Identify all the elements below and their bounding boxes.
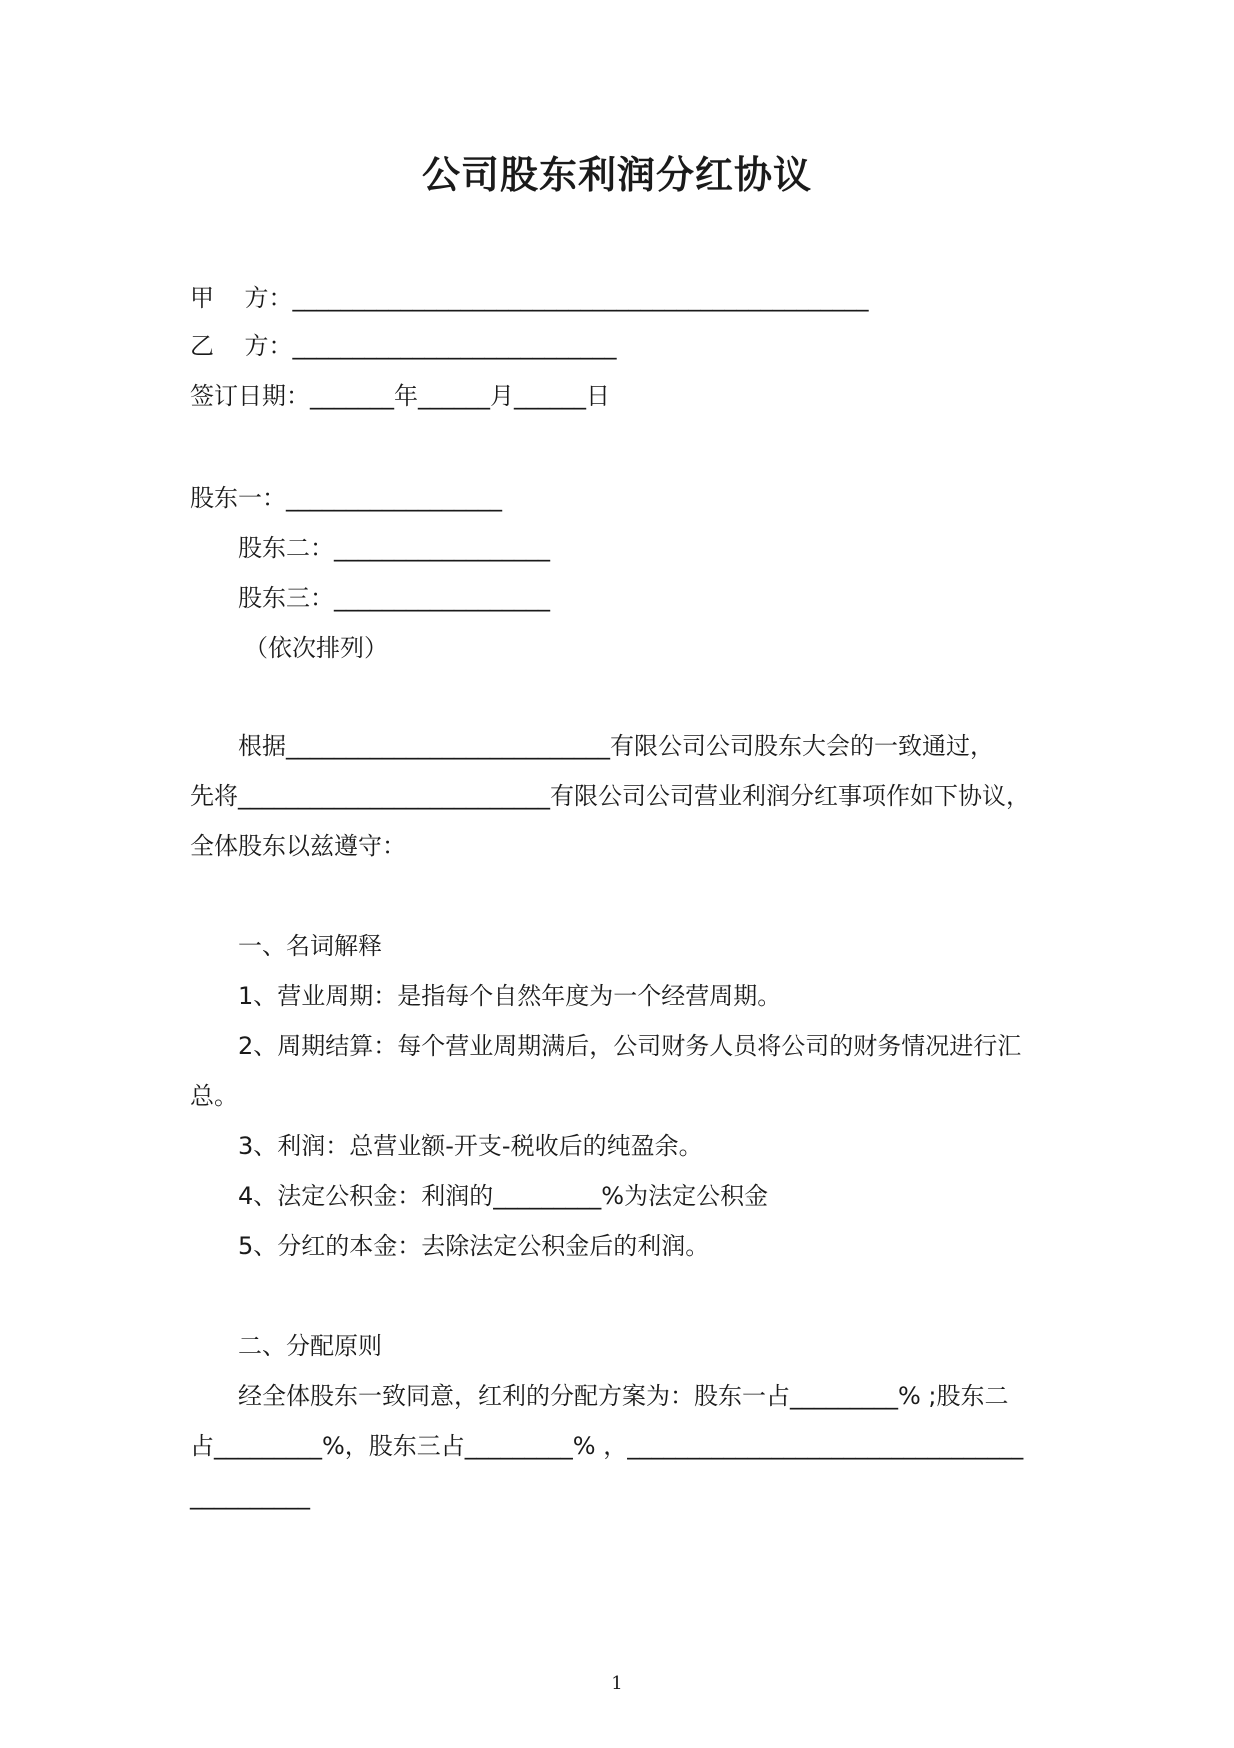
distribution-line-1: 经全体股东一致同意，红利的分配方案为：股东一占_________% ;股东二 [238, 1382, 1009, 1410]
definition-item-2-cont: 总。 [190, 1082, 238, 1110]
order-note: （依次排列） [244, 634, 388, 662]
sign-date-line: 签订日期：_______年______月______日 [190, 382, 610, 410]
definition-item-5: 5、分红的本金：去除法定公积金后的利润。 [238, 1232, 710, 1260]
shareholder-two-line: 股东二：__________________ [238, 534, 550, 562]
distribution-line-3: __________ [190, 1482, 310, 1510]
party-a-line: 甲 方：________________________________________________ [190, 284, 869, 312]
section-1-heading: 一、名词解释 [238, 932, 382, 960]
page-number: 1 [611, 1673, 623, 1694]
definition-item-3: 3、利润：总营业额-开支-税收后的纯盈余。 [238, 1132, 703, 1160]
shareholder-three-line: 股东三：__________________ [238, 584, 550, 612]
distribution-line-2: 占_________%，股东三占_________% ，_________________________________ [190, 1432, 1024, 1460]
document-title: 公司股东利润分红协议 [421, 153, 812, 197]
definition-item-1: 1、营业周期：是指每个自然年度为一个经营周期。 [238, 982, 782, 1010]
intro-line-2: 先将__________________________有限公司公司营业利润分红事项作如下协议， [190, 782, 1030, 810]
definition-item-4: 4、法定公积金：利润的_________%为法定公积金 [238, 1182, 769, 1210]
intro-line-3: 全体股东以兹遵守： [190, 832, 406, 860]
shareholder-one-line: 股东一：__________________ [190, 484, 502, 512]
party-b-line: 乙 方：___________________________ [190, 332, 617, 360]
intro-line-1: 根据___________________________有限公司公司股东大会的一致通过， [238, 732, 994, 760]
definition-item-2: 2、周期结算：每个营业周期满后，公司财务人员将公司的财务情况进行汇 [238, 1032, 1022, 1060]
section-2-heading: 二、分配原则 [238, 1332, 382, 1360]
